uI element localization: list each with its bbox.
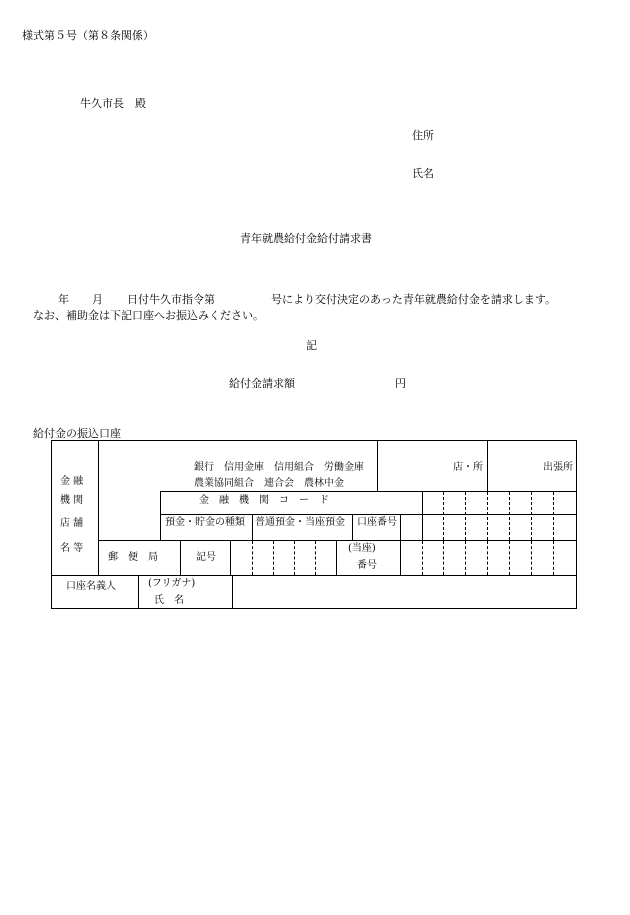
number-sentence: 号により交付決定のあった青年就農給付金を請求します。 [271,293,557,306]
institution-label-2: 機 関 [60,495,84,506]
bank-types-line2: 農業協同組合 連合会 農林中金 [194,478,344,489]
institution-label-3: 店 舗 [60,518,84,529]
current-account-label: (当座) [348,543,376,554]
institution-label-4: 名 等 [60,543,84,554]
number-label: 番号 [357,560,377,571]
year-label: 年 [58,293,69,306]
sub-branch-label: 出張所 [543,462,573,473]
post-office-label: 郵 便 局 [108,552,158,563]
institution-code-label: 金 融 機 関 コ ー ド [199,495,329,506]
deposit-type-label: 預金・貯金の種類 [165,517,245,528]
amount-label: 給付金請求額 [229,377,295,390]
holder-label: 口座名義人 [66,581,116,592]
addressee: 牛久市長 殿 [80,97,146,110]
page-title: 青年就農給付金給付請求書 [240,232,372,245]
deposit-type-value: 普通預金・当座預金 [255,517,345,528]
name-label: 氏名 [412,167,434,180]
day-ref: 日付牛久市指令第 [127,293,215,306]
body-line2: なお、補助金は下記口座へお振込みください。 [33,309,264,322]
holder-name-label: 氏 名 [154,595,184,606]
ki-label: 記 [306,339,317,352]
address-label: 住所 [412,129,434,142]
furigana-label: (フリガナ) [148,578,196,589]
form-number: 様式第５号（第８条関係） [22,29,154,42]
branch-label: 店・所 [453,462,483,473]
month-label: 月 [92,293,103,306]
institution-label-1: 金 融 [60,476,84,487]
bank-types-line1: 銀行 信用金庫 信用組合 労働金庫 [194,462,364,473]
section-title: 給付金の振込口座 [33,427,121,440]
symbol-label: 記号 [196,552,216,563]
account-number-label: 口座番号 [357,517,397,528]
yen-label: 円 [395,377,406,390]
